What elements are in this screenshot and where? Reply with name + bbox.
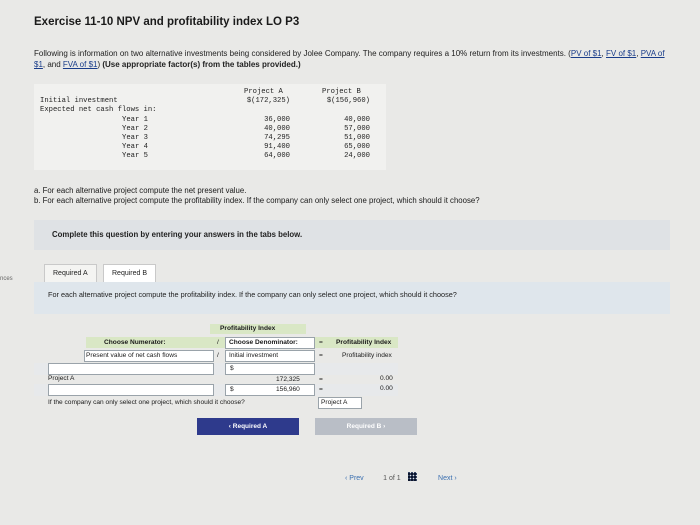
project-b-denominator-value[interactable]: 156,960 xyxy=(276,386,300,393)
questions xyxy=(34,186,480,206)
row-year4-b: 65,000 xyxy=(344,143,370,151)
next-required-button[interactable] xyxy=(315,418,417,435)
project-b-numerator-input[interactable] xyxy=(48,384,214,396)
row-label-initial: Initial investment xyxy=(40,97,118,105)
row-year4-a: 91,400 xyxy=(264,143,290,151)
result-label: Profitability index xyxy=(342,352,392,359)
equals-2: = xyxy=(319,352,323,359)
grid-icon[interactable] xyxy=(408,472,417,481)
intro-text-before: Following is information on two alternative investments being considered by Jolee Company. The company requires a 10% return from its investments. ( xyxy=(34,49,571,58)
numerator-select[interactable]: Choose Numerator: xyxy=(104,339,166,346)
next-page-label: Next xyxy=(438,475,453,482)
fv-link[interactable]: FV of $1 xyxy=(606,49,637,58)
row-year2-b: 57,000 xyxy=(344,125,370,133)
row-label-year2: Year 2 xyxy=(122,125,148,133)
pva-link[interactable]: PVA of $1 xyxy=(34,49,665,69)
page-of: of 1 xyxy=(389,475,401,482)
project-b-result: 0.00 xyxy=(380,385,393,392)
prev-page-link[interactable]: ‹ Prev xyxy=(345,475,364,482)
prev-required-label: Required A xyxy=(232,423,268,430)
project-a-denominator-input[interactable] xyxy=(225,363,315,375)
question-a: a. For each alternative project compute the net present value. xyxy=(34,186,247,195)
equals-b: = xyxy=(319,386,323,393)
complete-banner-text: Complete this question by entering your answers in the tabs below. xyxy=(52,230,303,239)
equals-1: = xyxy=(319,339,323,346)
intro-text: Following is information on two alternative investments being considered by Jolee Company. The company requires a 10% return from its investments. (PV of $1, FV of $1, PVA of $1, and FVA of $1) (Use appropriate factor(s) from the tables provided.) xyxy=(34,49,665,69)
tab-required-a[interactable]: Required A xyxy=(44,264,97,284)
numerator-label[interactable]: Present value of net cash flows xyxy=(86,352,178,359)
next-required-label: Required B xyxy=(346,423,382,430)
col-header-project-a: Project A xyxy=(244,88,283,96)
row-label-year5: Year 5 xyxy=(122,152,148,160)
project-a-label: Project A xyxy=(48,375,75,382)
choose-answer[interactable]: Project A xyxy=(321,399,348,406)
col-header-project-b: Project B xyxy=(322,88,361,96)
pi-title: Profitability Index xyxy=(220,325,276,332)
tab-required-b[interactable]: Required B xyxy=(103,264,156,284)
investment-table xyxy=(34,84,386,170)
row-label-expected: Expected net cash flows in: xyxy=(40,106,157,114)
project-a-numerator-input[interactable] xyxy=(48,363,214,375)
row-initial-a: $(172,325) xyxy=(246,97,290,105)
project-a-result: 0.00 xyxy=(380,375,393,382)
exercise-title: Exercise 11-10 NPV and profitability index LO P3 xyxy=(34,16,300,28)
denominator-label[interactable]: Initial investment xyxy=(229,352,279,359)
denominator-select[interactable]: Choose Denominator: xyxy=(229,339,298,346)
left-cut-text: nces xyxy=(0,276,13,282)
row-initial-b: $(156,960) xyxy=(326,97,370,105)
row-label-year4: Year 4 xyxy=(122,143,148,151)
row-year5-a: 64,000 xyxy=(264,152,290,160)
slash-2: / xyxy=(217,352,219,359)
profitability-index-grid xyxy=(34,318,434,418)
choose-question: If the company can only select one project, which should it choose? xyxy=(48,399,245,406)
row-year1-a: 36,000 xyxy=(264,116,290,124)
panel-instructions: For each alternative project compute the profitability index. If the company can only select one project, which should it choose? xyxy=(48,290,457,299)
row-label-year1: Year 1 xyxy=(122,116,148,124)
prev-page-label: Prev xyxy=(349,475,364,482)
chevron-left-icon: ‹ xyxy=(228,423,231,430)
pv-link[interactable]: PV of $1 xyxy=(570,49,602,58)
row-label-year3: Year 3 xyxy=(122,134,148,142)
question-b: b. For each alternative project compute the profitability index. If the company can only select one project, which should it choose? xyxy=(34,196,480,205)
row-year3-a: 74,295 xyxy=(264,134,290,142)
required-b-panel xyxy=(34,282,670,314)
project-a-dollar: $ xyxy=(230,365,234,372)
row-year5-b: 24,000 xyxy=(344,152,370,160)
slash-1: / xyxy=(217,339,219,346)
page-current: 1 xyxy=(383,475,388,482)
row-year2-a: 40,000 xyxy=(264,125,290,133)
complete-banner xyxy=(34,220,670,250)
chevron-right-icon: › xyxy=(383,423,386,430)
row-year3-b: 51,000 xyxy=(344,134,370,142)
project-b-dollar: $ xyxy=(230,386,234,393)
fva-link[interactable]: FVA of $1 xyxy=(62,60,98,69)
row-year1-b: 40,000 xyxy=(344,116,370,124)
intro-bold-note: (Use appropriate factor(s) from the tables provided.) xyxy=(102,60,301,69)
project-b-denominator-input[interactable] xyxy=(225,384,315,396)
next-page-link[interactable]: Next › xyxy=(438,475,457,482)
project-a-denominator-value[interactable]: 172,325 xyxy=(276,376,300,383)
pager xyxy=(345,472,457,482)
result-header: Profitability Index xyxy=(336,339,392,346)
equals-a: = xyxy=(319,376,323,383)
prev-required-button[interactable] xyxy=(197,418,299,435)
